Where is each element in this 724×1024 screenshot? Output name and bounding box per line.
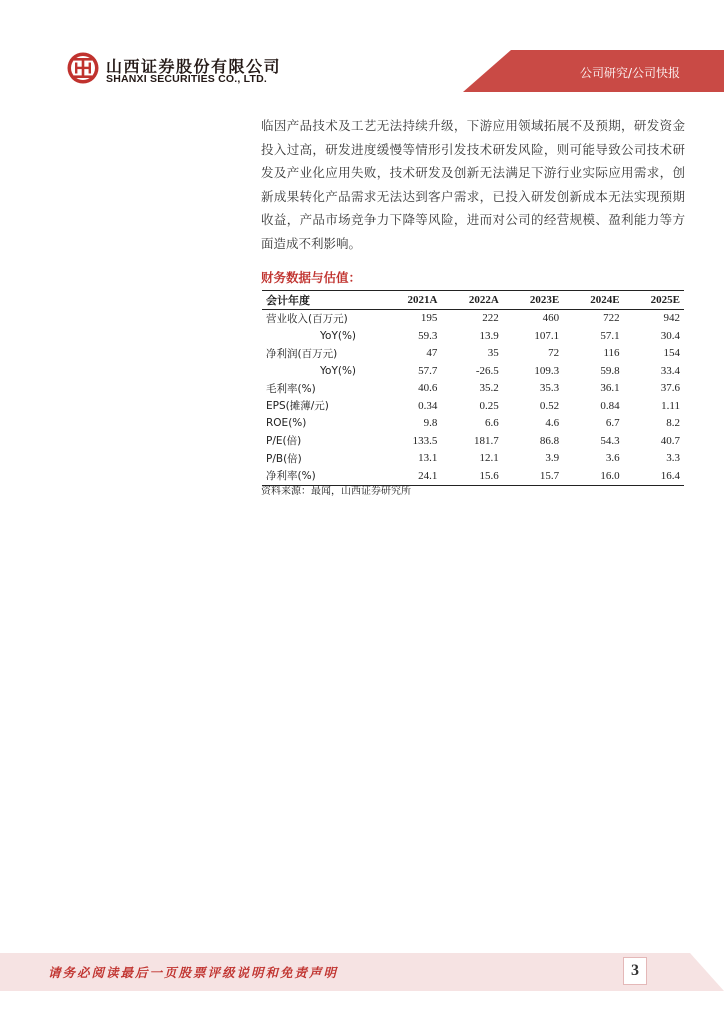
year-header: 2025E — [650, 293, 680, 306]
table-cell: 942 — [663, 312, 680, 325]
table-row — [262, 432, 684, 450]
table-cell: 9.8 — [423, 417, 438, 430]
table-cell: 54.3 — [600, 434, 620, 447]
row-label: YoY(%) — [320, 364, 357, 377]
company-logo-icon — [66, 51, 100, 85]
table-cell: 116 — [603, 347, 620, 360]
source-note: 资料来源：最闻，山西证券研究所 — [261, 486, 411, 497]
footer-disclaimer: 请务必阅读最后一页股票评级说明和免责声明 — [48, 965, 339, 980]
table-header-row — [262, 291, 684, 310]
table-cell: 181.7 — [474, 434, 499, 447]
table-cell: 36.1 — [600, 382, 620, 395]
year-header: 2021A — [407, 293, 438, 306]
table-cell: 59.8 — [600, 364, 620, 377]
row-label: 净利润(百万元) — [266, 347, 338, 360]
table-cell: 722 — [603, 312, 620, 325]
table-row — [262, 380, 684, 398]
table-row — [262, 415, 684, 433]
table-cell: 57.7 — [418, 364, 438, 377]
table-cell: 222 — [482, 312, 499, 325]
table-cell: 57.1 — [600, 329, 620, 342]
page-number: 3 — [623, 957, 647, 985]
table-cell: 1.11 — [661, 399, 680, 412]
table-cell: 109.3 — [534, 364, 560, 377]
table-cell: 6.7 — [605, 417, 620, 430]
table-cell: 15.6 — [479, 469, 499, 482]
table-cell: 133.5 — [412, 434, 438, 447]
table-cell: 40.6 — [418, 382, 438, 395]
table-cell: 15.7 — [539, 469, 560, 482]
table-cell: 0.25 — [479, 399, 499, 412]
table-cell: 35 — [487, 347, 499, 360]
table-cell: 13.9 — [479, 329, 499, 342]
row-label: 毛利率(%) — [266, 382, 316, 395]
table-row — [262, 309, 684, 327]
table-row — [262, 327, 684, 345]
table-cell: 3.9 — [545, 452, 560, 465]
row-label: YoY(%) — [320, 329, 357, 342]
row-label-cell — [262, 362, 380, 380]
year-header: 2022A — [468, 293, 499, 306]
row-label: P/B(倍) — [266, 452, 302, 465]
table-title: 财务数据与估值： — [261, 270, 362, 285]
table-cell: 460 — [542, 312, 560, 325]
table-cell: 107.1 — [534, 329, 560, 342]
table-cell: 59.3 — [418, 329, 438, 342]
table-cell: 30.4 — [660, 329, 680, 342]
table-cell: 13.1 — [418, 452, 438, 465]
table-row — [262, 450, 684, 468]
table-row — [262, 345, 684, 363]
row-label: ROE(%) — [266, 417, 307, 430]
table-row — [262, 397, 684, 415]
table-cell: 86.8 — [539, 434, 560, 447]
table-cell: 72 — [548, 347, 560, 360]
table-cell: 0.52 — [539, 399, 560, 412]
table-cell: -26.5 — [475, 364, 499, 377]
table-header-label: 会计年度 — [266, 293, 310, 307]
table-cell: 35.3 — [539, 382, 560, 395]
risk-paragraph: 临因产品技术及工艺无法持续升级，下游应用领域拓展不及预期，研发资金投入过高，研发进度缓慢等情形引发技术研发风险，则可能导致公司技术研发及产业化应用失败，技术研发及创新无法满足下游行业实际应用需求，创新成果转化产品需求无法达到客户需求，已投入研发创新成本无法实现预期收益，产品市场竞争力下降等风险，进而对公司的经营规模、盈利能力等方面造成不利影响。 — [261, 118, 685, 251]
table-row — [262, 362, 684, 380]
company-name-en: SHANXI SECURITIES CO., LTD. — [106, 73, 267, 85]
row-label: 营业收入(百万元) — [266, 312, 348, 325]
table-cell: 35.2 — [479, 382, 499, 395]
table-cell: 0.84 — [600, 399, 620, 412]
financial-table — [262, 290, 684, 486]
table-cell: 3.6 — [605, 452, 620, 465]
year-header: 2023E — [529, 293, 560, 306]
table-cell: 6.6 — [485, 417, 499, 430]
year-header: 2024E — [590, 293, 620, 306]
table-cell: 8.2 — [666, 417, 680, 430]
table-cell: 4.6 — [545, 417, 560, 430]
table-cell: 16.4 — [660, 469, 680, 482]
table-cell: 3.3 — [666, 452, 680, 465]
table-cell: 40.7 — [660, 434, 680, 447]
section-tag: 公司研究/公司快报 — [579, 66, 680, 80]
row-label: EPS(摊薄/元) — [266, 400, 329, 413]
row-label-cell — [262, 327, 380, 345]
table-cell: 37.6 — [660, 382, 680, 395]
table-cell: 33.4 — [660, 364, 680, 377]
table-cell: 47 — [426, 347, 438, 360]
table-cell: 12.1 — [479, 452, 499, 465]
company-name-cn: 山西证券股份有限公司 — [106, 57, 282, 76]
row-label: 净利率(%) — [266, 470, 316, 483]
page-header — [0, 0, 724, 100]
row-label: P/E(倍) — [266, 435, 302, 448]
table-cell: 16.0 — [600, 469, 620, 482]
table-cell: 0.34 — [418, 399, 438, 412]
table-cell: 195 — [420, 312, 438, 325]
table-cell: 24.1 — [418, 469, 438, 482]
table-cell: 154 — [663, 347, 680, 360]
